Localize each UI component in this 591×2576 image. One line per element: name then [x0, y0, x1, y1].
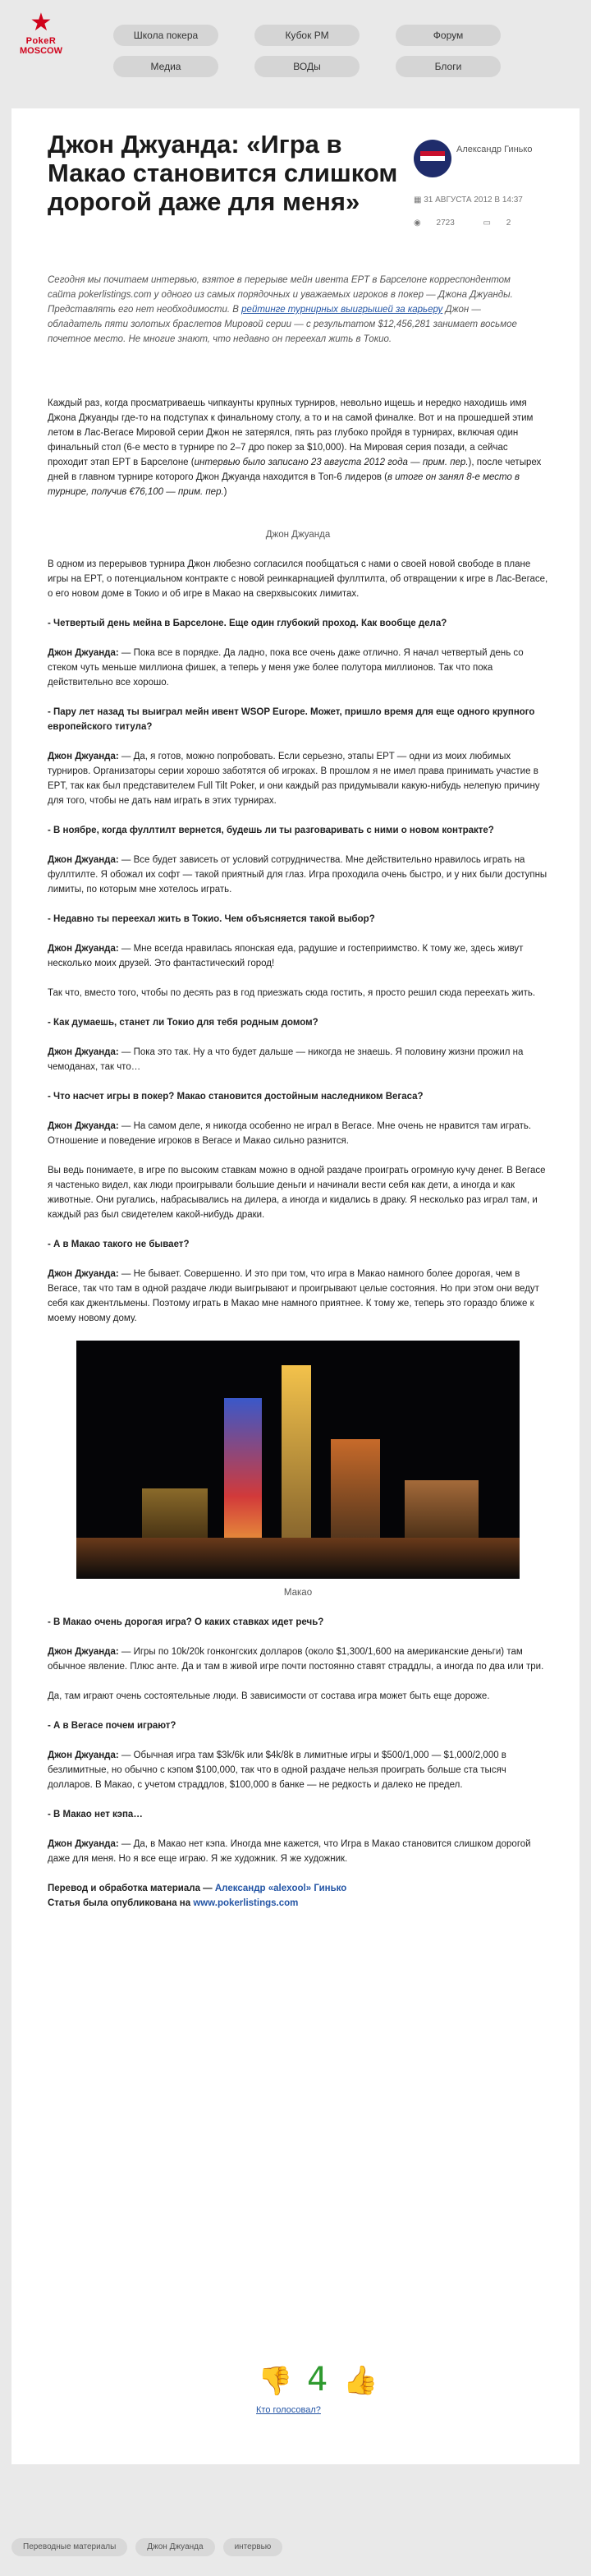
- answer-label: Джон Джуанда:: [48, 1647, 119, 1657]
- answer-text: — Да, я готов, можно попробовать. Если серьезно, этапы EPT — одни из моих любимых турниров. Организаторы серии хорошо заботятся об игроках. В прошлом я не имел права принимать участие в EPT, так как был представителем Full Tilt Poker, и они каждый раз придумывали какую-нибудь нелепую причину для того, чтобы не дать нам играть в этих турнирах.: [48, 752, 540, 806]
- answer-label: Джон Джуанда:: [48, 855, 119, 865]
- logo-line1: PokeR: [25, 36, 57, 46]
- eye-icon: ◉: [414, 218, 424, 228]
- source-link[interactable]: www.pokerlistings.com: [193, 1898, 299, 1908]
- photo-caption-juanda: Джон Джуанда: [265, 530, 331, 540]
- nav-vods[interactable]: ВОДы: [254, 56, 360, 77]
- nav-cup-rm[interactable]: Кубок РМ: [254, 25, 360, 46]
- tag-list: [11, 2538, 282, 2556]
- article-intro: [48, 273, 532, 347]
- nav-blogs[interactable]: Блоги: [396, 56, 501, 77]
- answer-label: Джон Джуанда:: [48, 1839, 119, 1849]
- photo-caption-macau: Макао: [283, 1588, 313, 1598]
- credit-text: Перевод и обработка материала —: [48, 1884, 215, 1893]
- question: - Недавно ты переехал жить в Токио. Чем объясняется такой выбор?: [48, 914, 375, 924]
- answer-text: — Пока все в порядке. Да ладно, пока все очень даже отлично. Я начал четвертый день со стеком чуть меньше миллиона фишек, а теперь у меня уже более полутора миллионов. Так что пока действительно все хорошо.: [48, 648, 524, 688]
- translator-link[interactable]: Александр «alexool» Гинько: [214, 1884, 347, 1893]
- answer-text: — Не бывает. Совершенно. И это при том, что игра в Макао намного более дорогая, чем в Вегасе, так что там в одной раздаче люди выигрывают и проигрывают целые состояния. Но при этом они ведут себя как джентльмены. Поэтому играть в Макао мне намного приятнее. К тому же, теперь это гораздо ближе к моему новому дому.: [48, 1269, 539, 1323]
- paragraph: [48, 396, 548, 499]
- credits: [48, 1881, 548, 1911]
- comments-text: 2: [506, 218, 511, 228]
- p1-text: Каждый раз, когда просматриваешь чипкаунты крупных турниров, невольно ищешь и нередко находишь имя Джона Джуанды где-то на подступах к финальному столу, а то и на самой финалке. Вот и на прошедшей этим летом в Лас-Вегасе Мировой серии Джон не затерялся, пять раз глубоко пройдя в турнирах, включая один финальный стол (6-е место в турнире по 2–7 дро покер за $10,000). На Мировая серия позади, а сейчас проходит этап EPT в Барселоне (: [48, 398, 534, 467]
- author-name[interactable]: Александр Гинько: [456, 145, 533, 154]
- answer-label: Джон Джуанда:: [48, 1047, 119, 1057]
- question: - В Макао нет кэпа…: [48, 1810, 143, 1819]
- answer: [48, 941, 548, 971]
- answer: [48, 749, 548, 808]
- article-body: [48, 396, 548, 1911]
- question: - Как думаешь, станет ли Токио для тебя родным домом?: [48, 1018, 318, 1028]
- photo-ground: [76, 1538, 520, 1579]
- answer: [48, 1267, 548, 1326]
- thumb-down-icon[interactable]: 👍: [258, 2365, 293, 2396]
- answer-text: — Мне всегда нравилась японская еда, радушие и гостеприимство. К тому же, здесь живут несколько моих друзей. Это фантастический город!: [48, 944, 524, 968]
- article-stats: [414, 218, 537, 228]
- who-voted-link[interactable]: Кто голосовал?: [256, 2405, 321, 2415]
- p1-note: интервью было записано 23 августа 2012 года — прим. пер.: [194, 458, 469, 467]
- answer: [48, 1045, 548, 1074]
- article-card: [11, 108, 580, 2464]
- answer-text: — На самом деле, я никогда особенно не играл в Вегасе. Мне очень не нравится там играть. Отношение и поведение игроков в Вегасе и Макао сильно разнится.: [48, 1121, 532, 1146]
- question: - Четвертый день мейна в Барселоне. Еще один глубокий проход. Как вообще дела?: [48, 619, 447, 628]
- question: - Пару лет назад ты выиграл мейн ивент WSOP Europe. Может, пришло время для еще одного крупного европейского титула?: [48, 707, 535, 732]
- main-nav: [113, 25, 501, 77]
- answer: [48, 1748, 548, 1792]
- tag[interactable]: интервью: [223, 2538, 283, 2556]
- source-text: Статья была опубликована на: [48, 1898, 194, 1908]
- paragraph: Да, там играют очень состоятельные люди. В зависимости от состава игра может быть еще дороже.: [48, 1691, 490, 1701]
- answer: [48, 1837, 548, 1866]
- comments-count[interactable]: [483, 218, 525, 228]
- answer-label: Джон Джуанда:: [48, 1269, 119, 1279]
- views-text: 2723: [436, 218, 455, 228]
- answer-label: Джон Джуанда:: [48, 752, 119, 761]
- photo-tower: [282, 1365, 311, 1562]
- answer: [48, 646, 548, 690]
- nav-poker-school[interactable]: Школа покера: [113, 25, 218, 46]
- paragraph: В одном из перерывов турнира Джон любезно согласился пообщаться с нами о своей новой свободе в плане игры на EPT, о потенциальном контракте с новой реинкарнацией фуллтилта, об отвращении к игре в Лас-Вегасе, о его новом доме в Токио и об игре в Макао на сверхвысоких лимитах.: [48, 559, 548, 599]
- article-title: Джон Джуанда: «Игра в Макао становится слишком дорогой даже для меня»: [48, 130, 398, 216]
- p1-text-c: ): [223, 487, 227, 497]
- answer-text: — Игры по 10k/20k гонконгских долларов (около $1,300/1,600 на американские деньги) там обычное явление. Плюс анте. Да и там в живой игре почти постоянно ставят страддлы, а иногда по два или три.: [48, 1647, 544, 1672]
- answer-label: Джон Джуанда:: [48, 944, 119, 954]
- vote-count: 4: [307, 2361, 328, 2399]
- question: - А в Макао такого не бывает?: [48, 1240, 190, 1249]
- question: - В Макао очень дорогая игра? О каких ставках идет речь?: [48, 1617, 324, 1627]
- publish-date: [414, 196, 523, 205]
- answer: [48, 1644, 548, 1674]
- answer-text: — Пока это так. Ну а что будет дальше — никогда не знаешь. Я половину жизни прожил на чемоданах, так что…: [48, 1047, 524, 1072]
- rating-link[interactable]: рейтинге турнирных выигрышей за карьеру: [241, 305, 443, 315]
- logo-line2: MOSCOW: [20, 46, 62, 56]
- intro-text-a: Сегодня мы почитаем интервью, взятое в перерыве мейн ивента EPT в Барселоне корреспондентом сайта pokerlistings.com у одного из самых порядочных и уважаемых игроков в покер — Джона Джуанды. Представлять его нет необходимости. В: [48, 275, 513, 315]
- site-logo[interactable]: [15, 10, 67, 56]
- macau-photo: [76, 1341, 520, 1579]
- answer: [48, 1119, 548, 1148]
- question: - В ноябре, когда фуллтилт вернется, будешь ли ты разговаривать с ними о новом контракте?: [48, 826, 494, 835]
- question: - А в Вегасе почем играют?: [48, 1721, 176, 1731]
- answer-text: — Да, в Макао нет кэпа. Иногда мне кажется, что Игра в Макао становится слишком дорогой даже для меня. Но я все еще играю. Я же художник. Я же художник.: [48, 1839, 531, 1864]
- answer-label: Джон Джуанда:: [48, 1121, 119, 1131]
- answer-label: Джон Джуанда:: [48, 1750, 119, 1760]
- vote-widget: [258, 2359, 389, 2400]
- answer-text: — Все будет зависеть от условий сотрудничества. Мне действительно нравилось играть на фуллтилте. Я обожал их софт — такой приятный для глаз. Игра проходила очень быстро, и у них были доступны лимиты, по которым мне хотелось играть.: [48, 855, 547, 895]
- question: - Что насчет игры в покер? Макао становится достойным наследником Вегаса?: [48, 1092, 424, 1102]
- answer-label: Джон Джуанда:: [48, 648, 119, 658]
- tag[interactable]: Переводные материалы: [11, 2538, 127, 2556]
- nav-forum[interactable]: Форум: [396, 25, 501, 46]
- paragraph: Вы ведь понимаете, в игре по высоким ставкам можно в одной раздаче проиграть огромную кучу денег. В Вегасе я частенько видел, как люди проигрывали большие деньги и начинали вести себя как дети, а иногда и как животные. Они ругались, набрасывались на дилера, а иногда и кидались в драку. Я несколько раз играл там, и каждый раз был свидетелем какой-нибудь драки.: [48, 1166, 546, 1220]
- answer-text: — Обычная игра там $3k/6k или $4k/8k в лимитные игры и $500/1,000 — $1,000/2,000 в безлимитные, но обычно с кэпом $100,000, так что в одной раздаче нельзя проиграть больше ста тысяч долларов. В Макао, с учетом страддлов, $100,000 в банке — не редкость и далеко не предел.: [48, 1750, 506, 1790]
- tag[interactable]: Джон Джуанда: [135, 2538, 214, 2556]
- star-icon: ★: [30, 9, 53, 36]
- site-header: [0, 0, 591, 99]
- views-count: [414, 218, 468, 228]
- p1-note2: в итоге он занял 8-е место в турнире, получив €76,100 — прим. пер.: [48, 472, 520, 497]
- paragraph: Так что, вместо того, чтобы по десять раз в год приезжать сюда гостить, я просто решил сюда переехать жить.: [48, 988, 536, 998]
- p1-text-b: ), после четырех дней в главном турнире которого Джон Джуанда находится в Топ-6 лидеров (: [48, 458, 542, 482]
- author-avatar[interactable]: [414, 140, 451, 177]
- thumb-up-icon[interactable]: 👍: [343, 2365, 378, 2396]
- intro-text-b: Джон — обладатель пяти золотых браслетов Мировой серии — с результатом $12,456,281 занимает восьмое почетное место. Не многие знают, что недавно он переехал жить в Токио.: [48, 305, 517, 344]
- date-text: 31 АВГУСТА 2012 В 14:37: [424, 196, 523, 205]
- nav-media[interactable]: Медиа: [113, 56, 218, 77]
- calendar-icon: ▦: [414, 196, 424, 205]
- answer: [48, 853, 548, 897]
- comment-icon: ▭: [483, 218, 493, 228]
